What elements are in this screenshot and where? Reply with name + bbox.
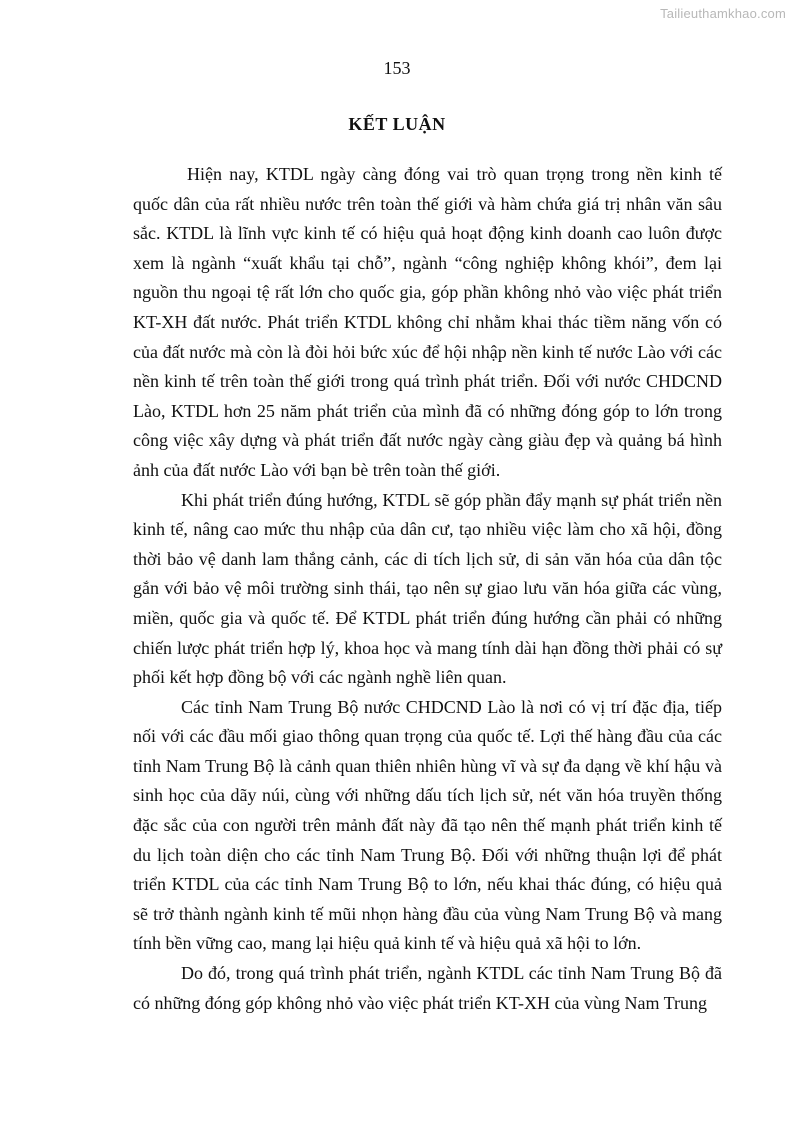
paragraph-2: Khi phát triển đúng hướng, KTDL sẽ góp phần đẩy mạnh sự phát triển nền kinh tế, nâng cao mức thu nhập của dân cư, tạo nhiều việc làm cho xã hội, đồng thời bảo vệ danh lam thắng cảnh, các di tích lịch sử, di sản văn hóa của dân tộc gắn với bảo vệ môi trường sinh thái, tạo nên sự giao lưu văn hóa giữa các vùng, miền, quốc gia và quốc tế. Để KTDL phát triển đúng hướng cần phải có những chiến lược phát triển hợp lý, khoa học và mang tính dài hạn đồng thời phải có sự phối kết hợp đồng bộ với các ngành nghề liên quan. (133, 489, 722, 688)
page-number: 153 (383, 58, 411, 78)
paragraph-1: Hiện nay, KTDL ngày càng đóng vai trò quan trọng trong nền kinh tế quốc dân của rất nhiều nước trên toàn thế giới và hàm chứa giá trị nhân văn sâu sắc. KTDL là lĩnh vực kinh tế có hiệu quả hoạt động kinh doanh cao luôn được xem là ngành “xuất khẩu tại chỗ”, ngành “công nghiệp không khói”, đem lại nguồn thu ngoại tệ rất lớn cho quốc gia, góp phần không nhỏ vào việc phát triển KT-XH đất nước. Phát triển KTDL không chỉ nhằm khai thác tiềm năng vốn có của đất nước mà còn là đòi hỏi bức xúc để hội nhập nền kinh tế nước Lào với các nền kinh tế trên toàn thế giới trong quá trình phát triển. Đối với nước CHDCND Lào, KTDL hơn 25 năm phát triển của mình đã có những đóng góp to lớn trong công việc xây dựng và phát triển đất nước ngày càng giàu đẹp và quảng bá hình ảnh của đất nước Lào với bạn bè trên toàn thế giới. (133, 164, 722, 480)
paragraph-4: Do đó, trong quá trình phát triển, ngành KTDL các tỉnh Nam Trung Bộ đã có những đóng góp không nhỏ vào việc phát triển KT-XH của vùng Nam Trung (133, 963, 722, 1013)
section-title: KẾT LUẬN (348, 114, 446, 134)
watermark-text: Tailieuthamkhao.com (660, 6, 786, 21)
body-text (133, 160, 722, 1018)
paragraph-3: Các tỉnh Nam Trung Bộ nước CHDCND Lào là nơi có vị trí đặc địa, tiếp nối với các đầu mối giao thông quan trọng của quốc tế. Lợi thế hàng đầu của các tỉnh Nam Trung Bộ là cảnh quan thiên nhiên hùng vĩ và sự đa dạng về khí hậu và sinh học của dãy núi, cùng với những dấu tích lịch sử, nét văn hóa truyền thống đặc sắc của con người trên mảnh đất này đã tạo nên thế mạnh phát triển kinh tế du lịch toàn diện cho các tỉnh Nam Trung Bộ. Đối với những thuận lợi để phát triển KTDL của các tỉnh Nam Trung Bộ to lớn, nếu khai thác đúng, có hiệu quả sẽ trở thành ngành kinh tế mũi nhọn hàng đầu của vùng Nam Trung Bộ và mang tính bền vững cao, mang lại hiệu quả kinh tế và hiệu quả xã hội to lớn. (133, 696, 722, 954)
